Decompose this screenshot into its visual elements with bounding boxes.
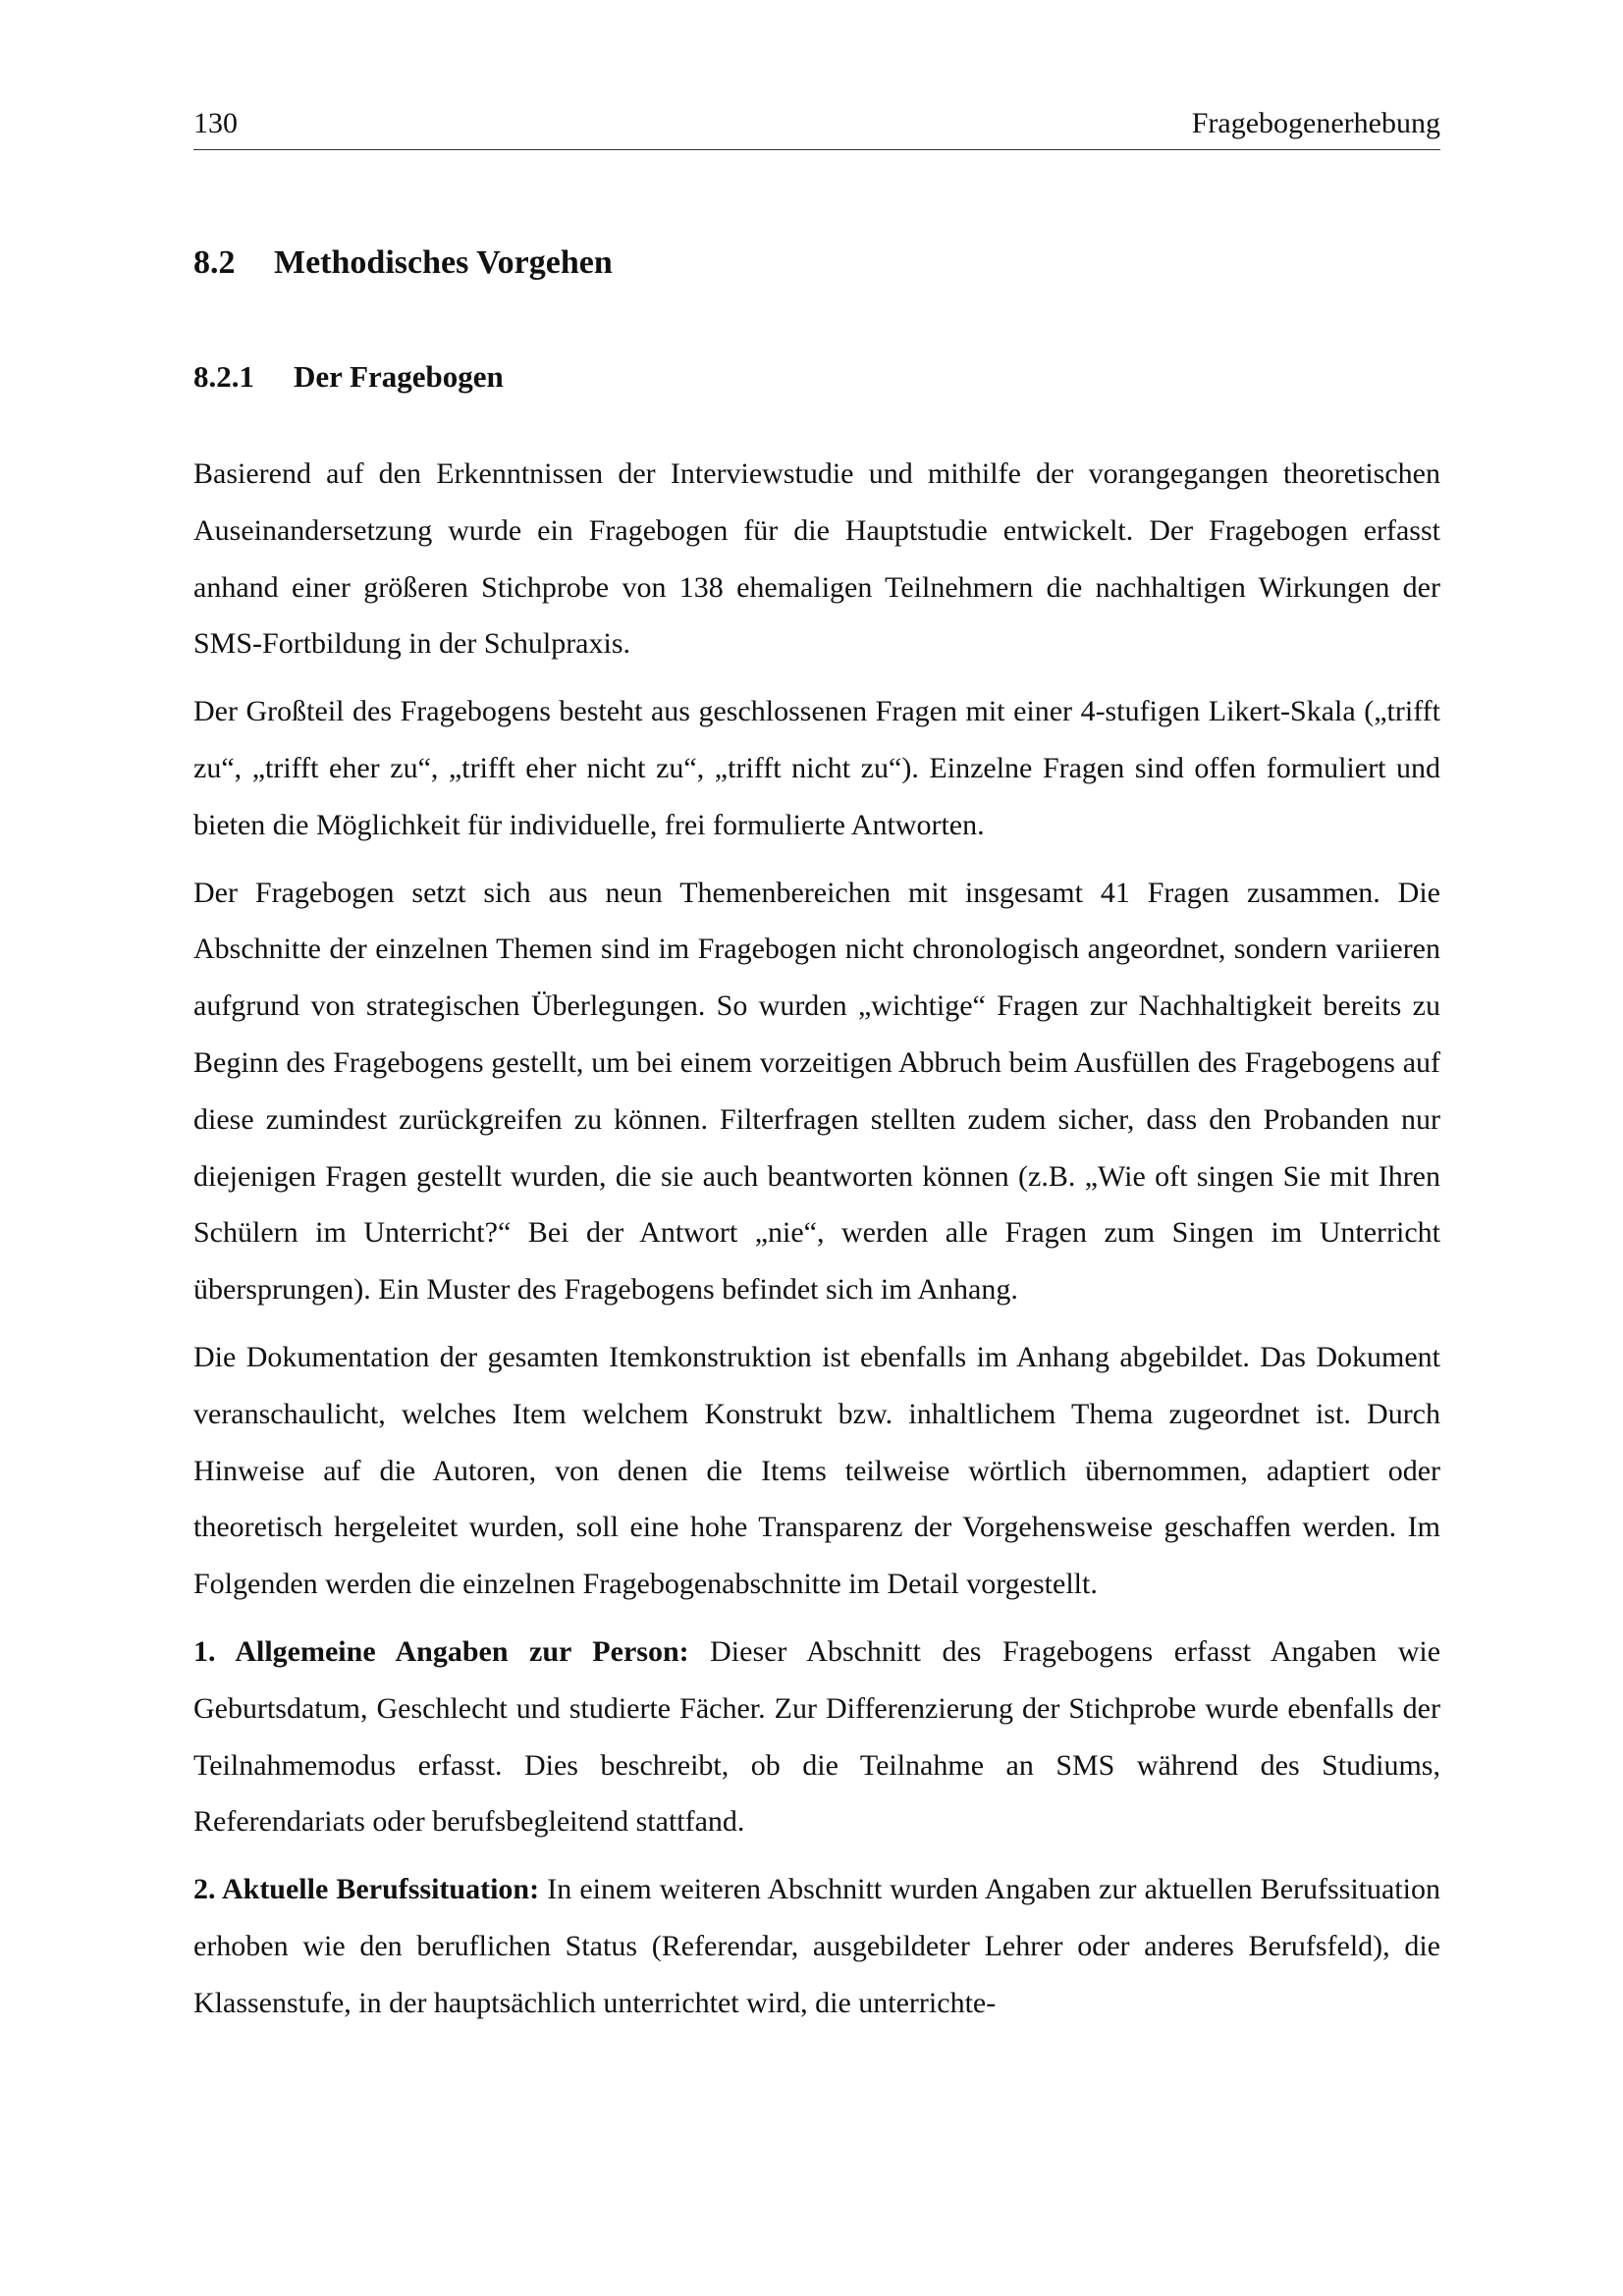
- body-text: [193, 446, 1440, 2043]
- running-title: Fragebogenerhebung: [1191, 107, 1440, 139]
- paragraph-personal-data: [193, 1624, 1440, 1850]
- running-header: [193, 106, 1440, 150]
- subsection-title: Der Fragebogen: [294, 359, 504, 394]
- paragraph-personal-data-text: Dieser Abschnitt des Fragebogens erfasst Angaben wie Geburtsdatum, Geschlecht und studierte Fächer. Zur Differenzierung der Stichprobe wurde ebenfalls der Teilnahmemodus erfasst. Dies beschreibt, ob die Teilnahme an SMS während des Studiums, Referendariats oder berufsbegleitend stattfand.: [193, 1634, 1441, 1839]
- section-title: Methodisches Vorgehen: [274, 244, 613, 281]
- paragraph-job-situation: [193, 1861, 1440, 2031]
- paragraph-likert-scale: Der Großteil des Fragebogens besteht aus geschlossenen Fragen mit einer 4-stufigen Likert-Skala („trifft zu“, „trifft eher zu“, „trifft eher nicht zu“, „trifft nicht zu“). Einzelne Fragen sind offen formuliert und bieten die Möglichkeit für individuelle, frei formulierte Antworten.: [193, 695, 1440, 841]
- section-heading: [193, 243, 613, 283]
- paragraph-job-situation-label: 2. Aktuelle Berufssituation:: [193, 1873, 540, 1906]
- subsection-heading: [193, 358, 504, 396]
- paragraph-documentation: Die Dokumentation der gesamten Itemkonstruktion ist ebenfalls im Anhang abgebildet. Das Dokument veranschaulicht, welches Item welchem Konstrukt bzw. inhaltlichem Thema zugeordnet ist. Durch Hinweise auf die Autoren, von denen die Items teilweise wörtlich übernommen, adaptiert oder theoretisch hergeleitet wurden, soll eine hohe Transparenz der Vorgehensweise geschaffen werden. Im Folgenden werden die einzelnen Fragebogenabschnitte im Detail vorgestellt.: [193, 1340, 1440, 1601]
- paragraph-intro: Basierend auf den Erkenntnissen der Interviewstudie und mithilfe der vorangegangen theoretischen Auseinandersetzung wurde ein Fragebogen für die Hauptstudie entwickelt. Der Fragebogen erfasst anhand einer größeren Stichprobe von 138 ehemaligen Teilnehmern die nachhaltigen Wirkungen der SMS-Fortbildung in der Schulpraxis.: [193, 457, 1440, 661]
- paragraph-personal-data-label: 1. Allgemeine Angaben zur Person:: [193, 1634, 689, 1668]
- section-number: 8.2: [193, 244, 236, 281]
- page-number: 130: [193, 107, 238, 139]
- subsection-number: 8.2.1: [193, 359, 254, 394]
- paragraph-structure: Der Fragebogen setzt sich aus neun Themenbereichen mit insgesamt 41 Fragen zusammen. Die Abschnitte der einzelnen Themen sind im Fragebogen nicht chronologisch angeordnet, sondern variieren aufgrund von strategischen Überlegungen. So wurden „wichtige“ Fragen zur Nachhaltigkeit bereits zu Beginn des Fragebogens gestellt, um bei einem vorzeitigen Abbruch beim Ausfüllen des Fragebogens auf diese zumindest zurückgreifen zu können. Filterfragen stellten zudem sicher, dass den Probanden nur diejenigen Fragen gestellt wurden, die sie auch beantworten können (z.B. „Wie oft singen Sie mit Ihren Schülern im Unterricht?“ Bei der Antwort „nie“, werden alle Fragen zum Singen im Unterricht übersprungen). Ein Muster des Fragebogens befindet sich im Anhang.: [193, 876, 1440, 1307]
- paragraph-job-situation-text: In einem weiteren Abschnitt wurden Angaben zur aktuellen Berufssituation erhoben wie den beruflichen Status (Referendar, ausgebildeter Lehrer oder anderes Berufsfeld), die Klassenstufe, in der hauptsächlich unterrichtet wird, die unterrichte-: [193, 1873, 1440, 2019]
